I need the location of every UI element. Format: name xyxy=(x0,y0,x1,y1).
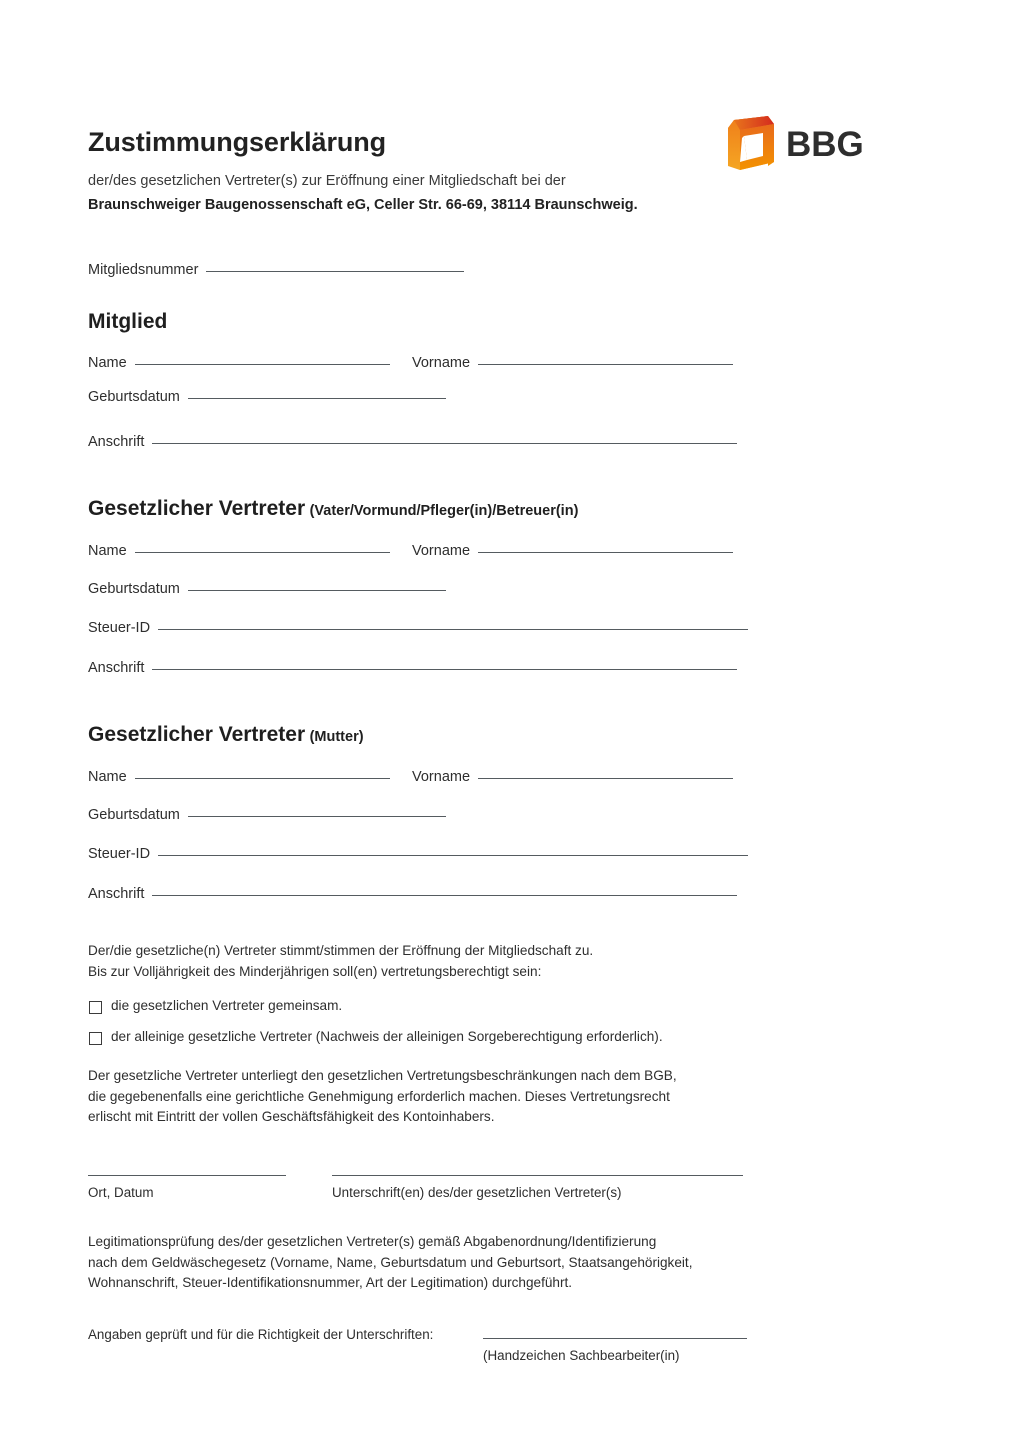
label-mitglied-vorname: Vorname xyxy=(412,355,471,371)
input-mitglied-anschrift[interactable] xyxy=(152,443,737,444)
label-mutter-anschrift: Anschrift xyxy=(88,886,145,902)
field-mitglied-name xyxy=(88,355,390,371)
section-heading-vertreter-vater-note: (Vater/Vormund/Pfleger(in)/Betreuer(in) xyxy=(309,503,579,519)
input-mutter-name[interactable] xyxy=(135,778,390,779)
legitimation-line-3: Wohnanschrift, Steuer-Identifikationsnummer, Art der Legitimation) durchgeführt. xyxy=(88,1275,573,1291)
field-mutter-vorname xyxy=(412,769,733,785)
consent-option-gemeinsam[interactable] xyxy=(89,998,342,1013)
label-mutter-geburtsdatum: Geburtsdatum xyxy=(88,807,180,823)
legal-notice-line-1: Der gesetzliche Vertreter unterliegt den gesetzlichen Vertretungsbeschränkungen nach dem BGB, xyxy=(88,1068,677,1083)
section-heading-vertreter-mutter-main: Gesetzlicher Vertreter xyxy=(88,723,306,746)
field-vater-name xyxy=(88,543,390,559)
checkbox-alleinig-icon[interactable] xyxy=(89,1032,102,1045)
field-vater-steuerid xyxy=(88,620,748,636)
section-heading-mitglied-main: Mitglied xyxy=(88,310,168,333)
field-vater-vorname xyxy=(412,543,733,559)
label-mutter-name: Name xyxy=(88,769,127,785)
input-mitglied-geburtsdatum[interactable] xyxy=(188,398,446,399)
field-vater-anschrift xyxy=(88,660,737,676)
legal-notice xyxy=(88,1066,753,1128)
field-mutter-anschrift xyxy=(88,886,737,902)
section-heading-vertreter-vater-main: Gesetzlicher Vertreter xyxy=(88,497,306,520)
section-heading-vertreter-mutter xyxy=(88,723,364,747)
signature-line-representative[interactable] xyxy=(332,1175,743,1176)
label-vater-name: Name xyxy=(88,543,127,559)
label-mitgliedsnummer: Mitgliedsnummer xyxy=(88,262,199,278)
label-mitglied-geburtsdatum: Geburtsdatum xyxy=(88,389,180,405)
consent-option-alleinig[interactable] xyxy=(89,1029,663,1044)
consent-intro xyxy=(88,941,748,982)
legal-notice-line-3: erlischt mit Eintritt der vollen Geschäftsfähigkeit des Kontoinhabers. xyxy=(88,1109,495,1125)
label-mutter-vorname: Vorname xyxy=(412,769,471,785)
bbg-wordmark: BBG xyxy=(786,124,864,164)
legitimation-line-1: Legitimationsprüfung des/der gesetzlichen Vertreter(s) gemäß Abgabenordnung/Identifizierung xyxy=(88,1234,657,1249)
section-heading-vertreter-mutter-note: (Mutter) xyxy=(309,729,364,745)
input-mutter-geburtsdatum[interactable] xyxy=(188,816,446,817)
verification-signature-line[interactable] xyxy=(483,1338,747,1339)
field-mitgliedsnummer xyxy=(88,262,464,278)
page-title: Zustimmungserklärung xyxy=(88,127,387,157)
consent-intro-line-1: Der/die gesetzliche(n) Vertreter stimmt/stimmen der Eröffnung der Mitgliedschaft zu. xyxy=(88,943,594,958)
label-vater-geburtsdatum: Geburtsdatum xyxy=(88,581,180,597)
field-mitglied-geburtsdatum xyxy=(88,389,446,405)
input-mutter-steuerid[interactable] xyxy=(158,855,748,856)
verification-caption: (Handzeichen Sachbearbeiter(in) xyxy=(483,1348,680,1363)
caption-representative-signature: Unterschrift(en) des/der gesetzlichen Vertreter(s) xyxy=(332,1185,622,1200)
subtitle-line-2: Braunschweiger Baugenossenschaft eG, Celler Str. 66-69, 38114 Braunschweig. xyxy=(88,196,638,213)
verification-prompt: Angaben geprüft und für die Richtigkeit der Unterschriften: xyxy=(88,1327,434,1342)
field-mitglied-anschrift xyxy=(88,434,737,450)
subtitle-line-1: der/des gesetzlichen Vertreter(s) zur Eröffnung einer Mitgliedschaft bei der xyxy=(88,172,566,189)
label-vater-vorname: Vorname xyxy=(412,543,471,559)
input-mitglied-vorname[interactable] xyxy=(478,364,733,365)
document-header xyxy=(88,124,878,216)
caption-place-date: Ort, Datum xyxy=(88,1185,154,1200)
consent-option-alleinig-label: der alleinige gesetzliche Vertreter (Nachweis der alleinigen Sorgeberechtigung erforderlich). xyxy=(111,1029,663,1044)
legitimation-notice xyxy=(88,1232,753,1294)
field-vater-geburtsdatum xyxy=(88,581,446,597)
label-vater-steuerid: Steuer-ID xyxy=(88,620,151,636)
label-mitglied-anschrift: Anschrift xyxy=(88,434,145,450)
input-vater-steuerid[interactable] xyxy=(158,629,748,630)
field-mutter-name xyxy=(88,769,390,785)
legitimation-line-2: nach dem Geldwäschegesetz (Vorname, Name, Geburtsdatum und Geburtsort, Staatsangehörigkeit, xyxy=(88,1254,693,1270)
consent-option-gemeinsam-label: die gesetzlichen Vertreter gemeinsam. xyxy=(111,998,343,1013)
checkbox-gemeinsam-icon[interactable] xyxy=(89,1001,102,1014)
input-vater-vorname[interactable] xyxy=(478,552,733,553)
field-mutter-geburtsdatum xyxy=(88,807,446,823)
signature-line-place-date[interactable] xyxy=(88,1175,286,1176)
input-vater-geburtsdatum[interactable] xyxy=(188,590,446,591)
input-vater-name[interactable] xyxy=(135,552,390,553)
section-heading-vertreter-vater xyxy=(88,497,578,521)
input-mutter-vorname[interactable] xyxy=(478,778,733,779)
label-vater-anschrift: Anschrift xyxy=(88,660,145,676)
label-mitglied-name: Name xyxy=(88,355,127,371)
field-mitglied-vorname xyxy=(412,355,733,371)
legal-notice-line-2: die gegebenenfalls eine gerichtliche Genehmigung erforderlich machen. Dieses Vertretungsrecht xyxy=(88,1088,670,1104)
section-heading-mitglied xyxy=(88,310,167,334)
input-mutter-anschrift[interactable] xyxy=(152,895,737,896)
input-vater-anschrift[interactable] xyxy=(152,669,737,670)
field-mutter-steuerid xyxy=(88,846,748,862)
input-mitgliedsnummer[interactable] xyxy=(206,271,464,272)
label-mutter-steuerid: Steuer-ID xyxy=(88,846,151,862)
input-mitglied-name[interactable] xyxy=(135,364,390,365)
consent-intro-line-2: Bis zur Volljährigkeit des Minderjährigen soll(en) vertretungsberechtigt sein: xyxy=(88,963,542,979)
